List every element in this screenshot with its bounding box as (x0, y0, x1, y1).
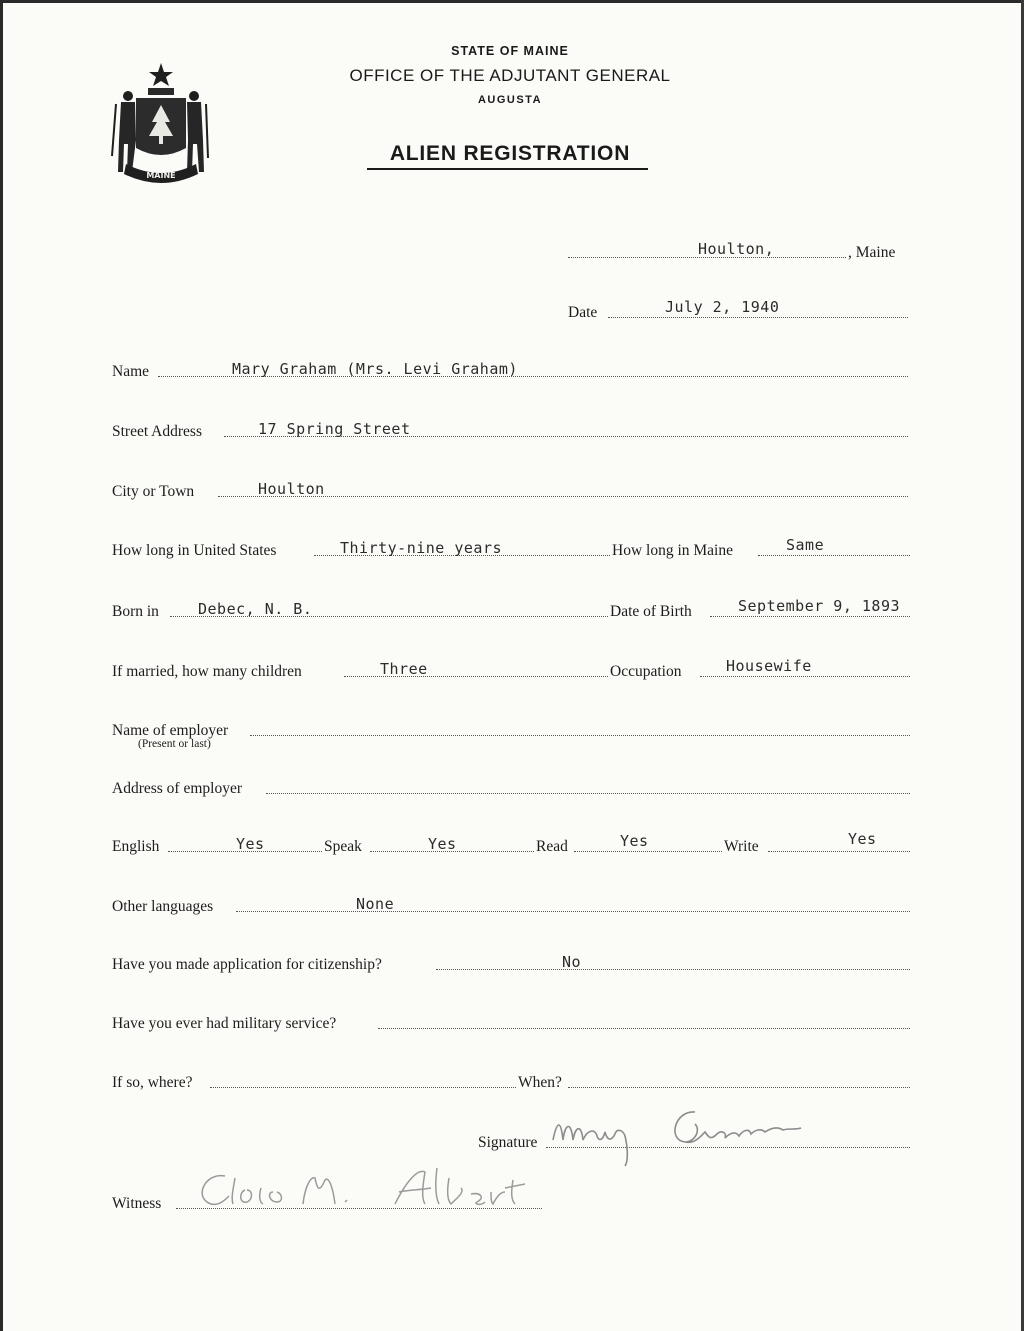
other-languages-row (112, 888, 912, 918)
speak-label: Speak (324, 838, 362, 855)
place-value: Houlton, (698, 240, 775, 258)
signature-label: Signature (478, 1134, 538, 1151)
employer-name-label: Name of employer (112, 722, 229, 739)
title-underline (367, 168, 648, 170)
military-dots (378, 1028, 910, 1029)
other-languages-value: None (356, 895, 395, 913)
witness-label: Witness (112, 1195, 162, 1212)
children-value: Three (380, 660, 428, 678)
employer-address-label: Address of employer (112, 780, 242, 797)
read-dots (574, 851, 722, 852)
scan-edge-top (0, 0, 1024, 3)
military-label: Have you ever had military service? (112, 1015, 337, 1032)
dob-value: September 9, 1893 (738, 597, 901, 615)
citizenship-label: Have you made application for citizenship? (112, 956, 382, 973)
signature-handwriting (545, 1100, 835, 1170)
street-row (112, 413, 912, 443)
dob-label: Date of Birth (610, 603, 692, 620)
where-dots (210, 1087, 516, 1088)
us-duration-label: How long in United States (112, 542, 277, 559)
other-languages-label: Other languages (112, 898, 214, 915)
place-row (568, 234, 913, 264)
other-languages-dots (236, 911, 910, 912)
street-label: Street Address (112, 423, 202, 440)
date-label: Date (568, 304, 598, 321)
employer-name-dots (250, 735, 910, 736)
write-dots (768, 851, 910, 852)
english-value: Yes (236, 835, 265, 853)
citizenship-row (112, 946, 912, 976)
city-value: Houlton (258, 480, 325, 498)
speak-value: Yes (428, 835, 457, 853)
state-heading: STATE OF MAINE (451, 44, 569, 58)
date-dots (608, 317, 908, 318)
employer-name-sublabel: (Present or last) (138, 738, 211, 750)
write-value: Yes (848, 830, 877, 848)
street-value: 17 Spring Street (258, 420, 411, 438)
date-value: July 2, 1940 (665, 298, 780, 316)
born-in-label: Born in (112, 603, 159, 620)
when-label: When? (518, 1074, 562, 1091)
us-duration-value: Thirty-nine years (340, 539, 503, 557)
birth-row (112, 593, 912, 623)
employer-address-row (112, 770, 912, 800)
date-row (568, 294, 913, 324)
children-row (112, 653, 912, 683)
write-label: Write (724, 838, 759, 855)
language-row (112, 828, 912, 858)
born-in-value: Debec, N. B. (198, 600, 313, 618)
read-label: Read (536, 838, 568, 855)
children-label: If married, how many children (112, 663, 302, 680)
occupation-value: Housewife (726, 657, 812, 675)
dob-dots (710, 616, 910, 617)
citizenship-dots (436, 969, 910, 970)
maine-duration-value: Same (786, 536, 825, 554)
english-label: English (112, 838, 160, 855)
city-label: City or Town (112, 483, 195, 500)
state-of-maine-seal-icon (106, 60, 216, 185)
city-row (112, 473, 912, 503)
maine-duration-label: How long in Maine (612, 542, 733, 559)
employer-address-dots (266, 793, 910, 794)
military-row (112, 1005, 912, 1035)
maine-duration-dots (758, 555, 910, 556)
citizenship-value: No (562, 953, 582, 971)
when-dots (568, 1087, 910, 1088)
duration-row (112, 532, 912, 562)
seal-banner-text: MAINE (146, 171, 176, 180)
where-label: If so, where? (112, 1074, 193, 1091)
where-when-row (112, 1064, 912, 1094)
employer-name-row (112, 712, 912, 750)
scan-edge-left (0, 0, 3, 1331)
form-title: ALIEN REGISTRATION (389, 142, 631, 165)
occupation-dots (700, 676, 910, 677)
witness-handwriting (185, 1158, 545, 1218)
name-row (112, 353, 912, 383)
office-heading: OFFICE OF THE ADJUTANT GENERAL (349, 66, 671, 85)
place-suffix: , Maine (848, 244, 896, 261)
city-heading: AUGUSTA (477, 94, 543, 106)
read-value: Yes (620, 832, 649, 850)
name-value: Mary Graham (Mrs. Levi Graham) (232, 360, 518, 378)
occupation-label: Occupation (610, 663, 682, 680)
name-label: Name (112, 363, 150, 380)
